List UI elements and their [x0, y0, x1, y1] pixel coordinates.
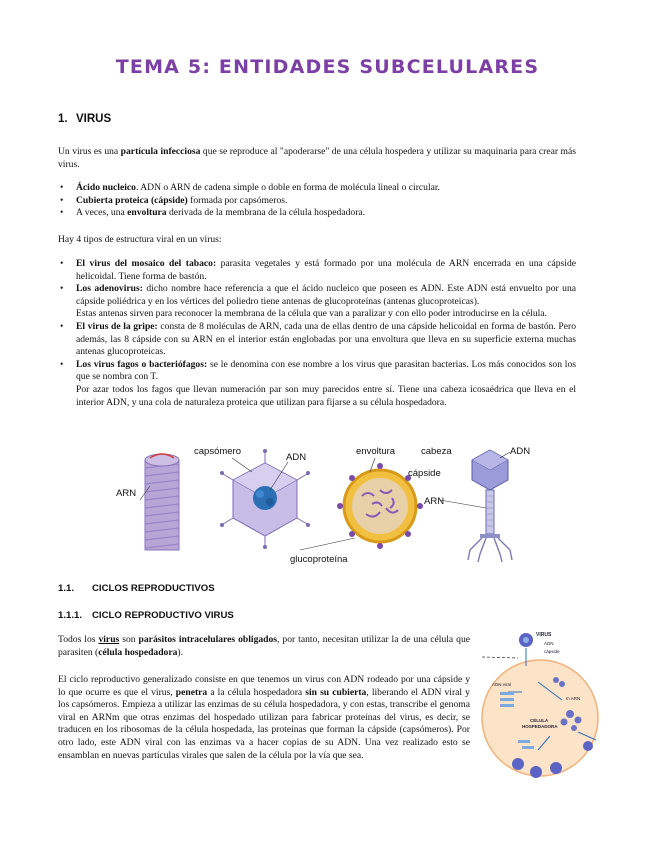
item-bold: El virus de la gripe:: [76, 320, 158, 332]
label-adn-phage: ADN: [510, 446, 531, 457]
section-number: 1.1.: [58, 583, 75, 594]
cycle-label-adn-viral: ADN viral: [492, 682, 512, 687]
influenza-virus-illustration: [300, 458, 423, 550]
cycle-label-hospedadora: HOSPEDADORA: [522, 724, 558, 729]
item-text: parasita vegetales y está formado por una molécula de ARN encerrada en una cápside helicoidal. Tiene forma de bastón.: [76, 258, 576, 282]
label-capside: cápside: [408, 468, 441, 479]
cycle-label-capside: cápside: [544, 649, 560, 654]
item-bold: Los virus fagos o bacteriófagos:: [76, 358, 208, 370]
p1-text-3: , por tanto, necesitan utilizar la de una célula que parasiten (: [58, 634, 471, 658]
label-arn-influenza: ARN: [424, 496, 445, 507]
cycle-paragraph-2: [58, 674, 470, 762]
intro-paragraph: [58, 146, 576, 171]
section-title: VIRUS: [76, 113, 112, 125]
list-item: [58, 182, 576, 195]
label-envoltura: envoltura: [356, 446, 396, 457]
p1-underline: virus: [98, 634, 120, 645]
item-text: . ADN o ARN de cadena simple o doble en forma de molécula lineal o circular.: [135, 182, 440, 193]
list-item: [58, 207, 576, 220]
item-text: se le denomina con ese nombre a los virus que parasitan bacterias. Los más conocidos son los que se nombra con T.: [76, 358, 576, 383]
item-bold: Los adenovirus:: [76, 283, 143, 295]
p1-bold-1: parásitos intracelulares obligados: [138, 634, 278, 645]
page-title: TEMA 5: ENTIDADES SUBCELULARES: [115, 56, 540, 78]
item-extra: Estas antenas sirven para reconocer la membrana de la célula que van a paralizar y con ello poder introducirse en la célula.: [76, 308, 547, 320]
item-extra: Por azar todos los fagos que llevan numeración par son muy parecidos entre sí. Tiene una cabeza icosaédrica que lleva en el interior ADN, y una cola de naturaleza proteica que utilizan para fijarse a su célula hospedadora.: [76, 383, 576, 408]
list-item: [58, 195, 576, 208]
section-ciclos-heading: [58, 583, 215, 594]
section-ciclo-virus-heading: [58, 610, 234, 621]
cycle-paragraph-1: [58, 634, 470, 659]
virus-types-list: [58, 258, 576, 409]
item-bold: El virus del mosaico del tabaco:: [76, 258, 217, 269]
item-pre: A veces, una: [76, 207, 128, 219]
list-item: [58, 283, 576, 321]
p2-text-2: a la célula hospedadora: [207, 686, 306, 698]
item-bold: Cubierta proteica (cápside): [76, 194, 188, 206]
item-text: derivada de la membrana de la célula hospedadora.: [166, 207, 366, 219]
label-arn-tmv: ARN: [116, 488, 137, 499]
intro-bold-1: partícula infecciosa: [120, 146, 201, 157]
section-virus-heading: [58, 113, 111, 125]
item-bold: Ácido nucleico: [76, 182, 136, 193]
intro-text-1: Un virus es una: [58, 146, 121, 157]
label-glucoproteina: glucoproteína: [290, 554, 348, 565]
components-list: [58, 182, 576, 220]
tobacco-mosaic-virus-illustration: [140, 454, 179, 550]
cycle-label-virus: VIRUS: [536, 632, 552, 638]
item-text: formada por capsómeros.: [187, 194, 288, 206]
virus-structures-figure: [100, 438, 540, 568]
cycle-label-celula: CÉLULA: [530, 718, 549, 723]
label-capsomero: capsómero: [194, 446, 241, 457]
p2-bold-1: penetra: [175, 686, 208, 698]
p1-text-2: son: [119, 634, 139, 645]
item-bold: envoltura: [127, 207, 167, 219]
p1-text-1: Todos los: [58, 634, 99, 645]
reproductive-cycle-figure: [478, 622, 603, 782]
adenovirus-illustration: [220, 449, 310, 549]
item-text: dicho nombre hace referencia a que el ácido nucleico que poseen es ADN. Este ADN está envuelto por una cápside poliédrica y en los vértices del poliedro tiene antenas de glucoproteínas (antenas glucoproteicas).: [76, 283, 576, 307]
label-cabeza: cabeza: [421, 446, 452, 457]
label-adn-adenovirus: ADN: [286, 452, 307, 463]
section-number: 1.1.1.: [58, 610, 83, 621]
item-text: consta de 8 moléculas de ARN, cada una de ellas dentro de una cápside helicoidal en forma de bastón. Pero además, las 8 cápside con su ARN en el interior están englobadas por una envoltura que lleva en su superficie externa muchas antenas glucoproteicas.: [76, 320, 576, 358]
cycle-label-adn: ADN: [544, 641, 554, 646]
intro-text-2: que se reproduce al "apoderarse" de una célula hospedera y utilizar su maquinaria para crear más virus.: [58, 146, 576, 170]
p2-text-3: , liberando el ADN viral y los capsómeros. Empieza a utilizar las enzimas de su célula hospedadora, y con estas, transcribe el genoma viral en ARNm que otras enzimas del hospedado utilizan para fabricar proteínas del virus, es decir, se traducen en los ribosomas de la célula hospedada, las proteínas que forman la cápside (capsómeros). Por otro lado, este ADN viral con las enzimas va a hacer copias de su ADN. Una vez realizado esto se ensamblan en nuevas partículas virales que salen de la célula por la vía que sea.: [58, 686, 470, 761]
list-item: [58, 258, 576, 283]
p2-bold-2: sin su cubierta: [305, 686, 367, 698]
section-title: CICLO REPRODUCTIVO VIRUS: [92, 610, 234, 621]
list-item: [58, 359, 576, 409]
section-number: 1.: [58, 113, 68, 125]
section-title: CICLOS REPRODUCTIVOS: [92, 583, 215, 594]
bacteriophage-illustration: [440, 450, 512, 562]
p1-text-4: ).: [177, 646, 183, 658]
cycle-label-marn: m ARN: [566, 696, 581, 701]
p1-bold-2: célula hospedadora: [98, 646, 178, 658]
types-intro: Hay 4 tipos de estructura viral en un virus:: [58, 234, 222, 245]
p2-text-1: El ciclo reproductivo generalizado consiste en que tenemos un virus con ADN rodeado por una cápside y lo que ocurre es que el virus,: [58, 674, 470, 698]
list-item: [58, 321, 576, 359]
